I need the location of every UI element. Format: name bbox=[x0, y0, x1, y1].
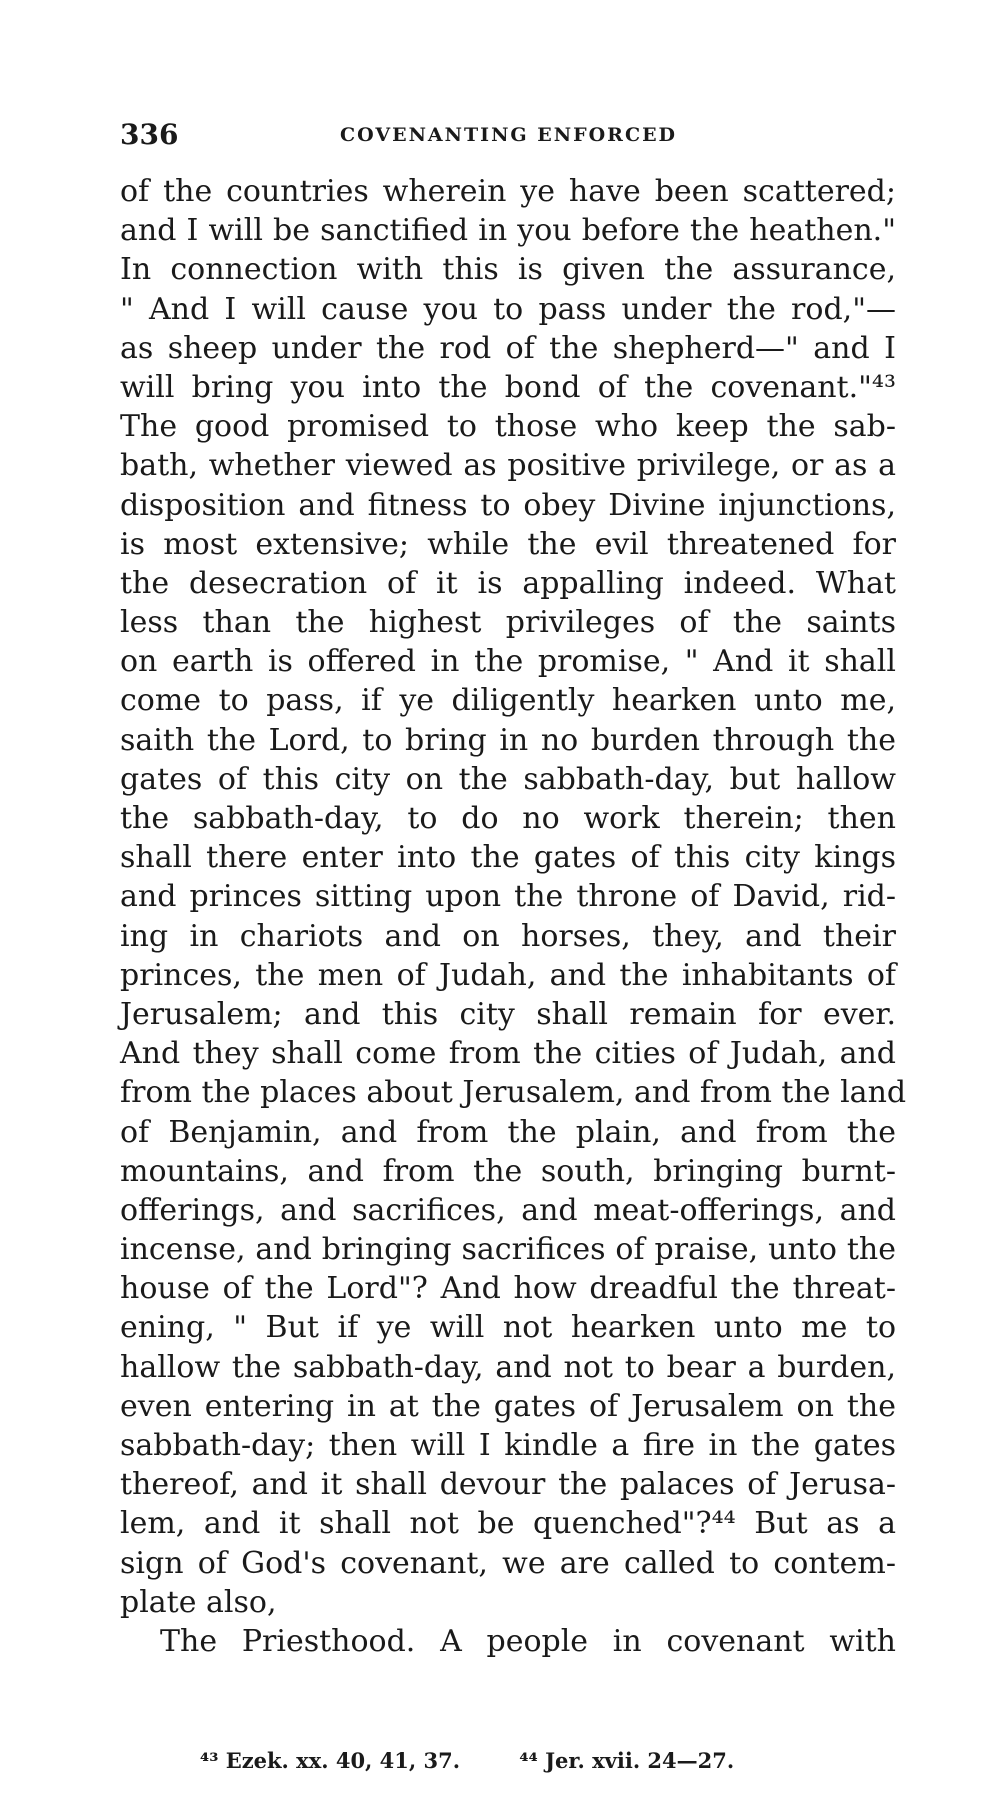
text-line: from the places about Jerusalem, and from the land bbox=[120, 1075, 907, 1111]
text-line: the desecration of it is appalling indeed. What bbox=[120, 565, 896, 601]
text-line: saith the Lord, to bring in no burden through the bbox=[120, 722, 896, 758]
text-line: ing in chariots and on horses, they, and their bbox=[120, 918, 896, 954]
text-line: of the countries wherein ye have been scattered; bbox=[120, 174, 896, 209]
text-line: the sabbath-day, to do no work therein; then bbox=[120, 801, 896, 836]
section-heading-line: The Priesthood. A people in covenant with bbox=[160, 1623, 896, 1659]
text-line: And they shall come from the cities of Judah, and bbox=[120, 1036, 896, 1072]
text-line: and princes sitting upon the throne of David, rid- bbox=[120, 879, 896, 915]
running-title: COVENANTING ENFORCED bbox=[340, 124, 678, 146]
text-line: plate also, bbox=[120, 1584, 277, 1620]
text-line: disposition and fitness to obey Divine injunctions, bbox=[120, 487, 896, 523]
footnote-43: ⁴³ Ezek. xx. 40, 41, 37. bbox=[200, 1748, 461, 1773]
text-line: sabbath-day; then will I kindle a fire in the gates bbox=[120, 1428, 896, 1463]
text-line: lem, and it shall not be quenched"?⁴⁴ But as a bbox=[120, 1506, 896, 1542]
text-line: " And I will cause you to pass under the rod,"— bbox=[120, 291, 896, 327]
text-line: on earth is offered in the promise, " And it shall bbox=[120, 644, 896, 680]
text-line: as sheep under the rod of the shepherd—" and I bbox=[120, 330, 896, 366]
footnote-44: ⁴⁴ Jer. xvii. 24—27. bbox=[519, 1748, 735, 1773]
text-line: incense, and bringing sacrifices of praise, unto the bbox=[120, 1232, 896, 1268]
text-line: is most extensive; while the evil threatened for bbox=[120, 526, 896, 562]
text-line: Jerusalem; and this city shall remain for ever. bbox=[120, 996, 896, 1032]
text-line: and I will be sanctified in you before the heathen." bbox=[120, 213, 896, 249]
body-text bbox=[120, 172, 907, 1661]
text-line: bath, whether viewed as positive privilege, or as a bbox=[120, 448, 896, 484]
text-line: In connection with this is given the assurance, bbox=[120, 252, 896, 288]
text-line: even entering in at the gates of Jerusalem on the bbox=[120, 1388, 896, 1424]
footnotes bbox=[200, 1748, 786, 1773]
text-line: thereof, and it shall devour the palaces of Jerusa- bbox=[120, 1467, 896, 1503]
text-line: come to pass, if ye diligently hearken unto me, bbox=[120, 683, 896, 719]
text-line: mountains, and from the south, bringing burnt- bbox=[120, 1153, 896, 1189]
text-line: The good promised to those who keep the sab- bbox=[120, 409, 896, 445]
text-line: sign of God's covenant, we are called to contem- bbox=[120, 1545, 896, 1581]
text-line: offerings, and sacrifices, and meat-offerings, and bbox=[120, 1192, 896, 1228]
text-line: house of the Lord"? And how dreadful the threat- bbox=[120, 1271, 896, 1307]
page-number: 336 bbox=[120, 118, 179, 151]
text-line: shall there enter into the gates of this city kings bbox=[120, 840, 896, 876]
text-line: ening, " But if ye will not hearken unto me to bbox=[120, 1310, 896, 1346]
text-line: of Benjamin, and from the plain, and from the bbox=[120, 1114, 896, 1150]
text-line: hallow the sabbath-day, and not to bear a burden, bbox=[120, 1349, 896, 1385]
text-line: princes, the men of Judah, and the inhabitants of bbox=[120, 957, 896, 993]
text-line: gates of this city on the sabbath-day, but hallow bbox=[120, 761, 896, 797]
text-line: less than the highest privileges of the saints bbox=[120, 605, 896, 641]
text-line: will bring you into the bond of the covenant."⁴³ bbox=[120, 369, 896, 405]
